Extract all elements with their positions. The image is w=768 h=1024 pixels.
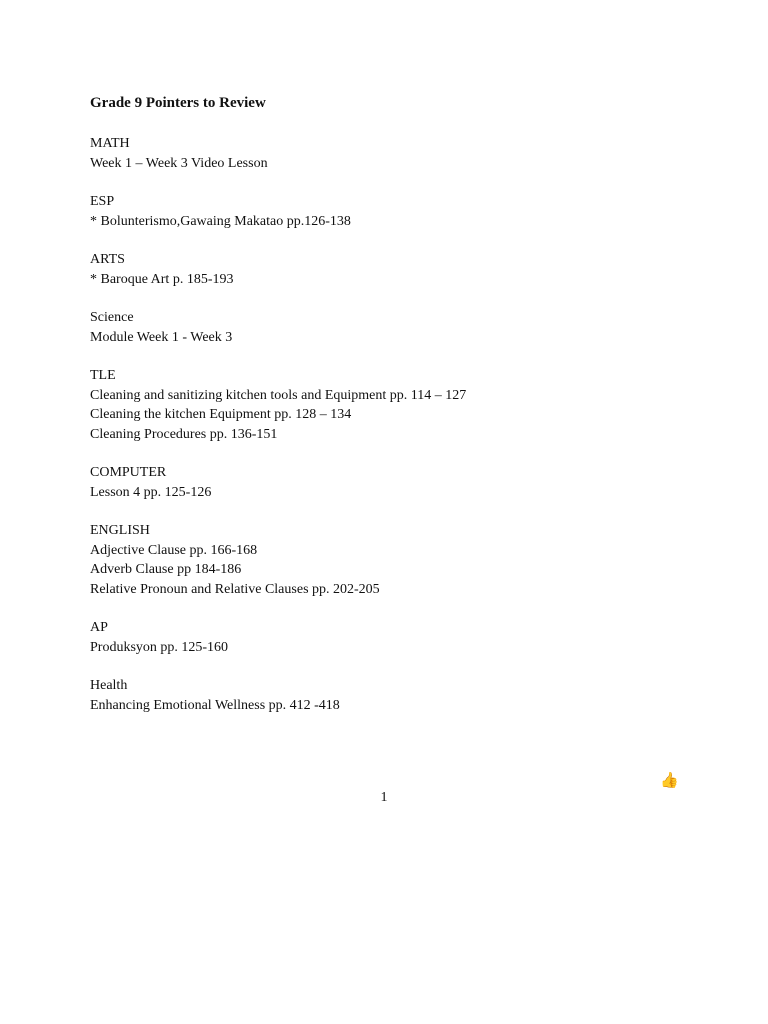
thumbs-up-icon: 👍 bbox=[660, 771, 679, 789]
section-heading: Science bbox=[90, 310, 134, 325]
section-heading: ESP bbox=[90, 194, 115, 209]
section-heading: ARTS bbox=[90, 252, 125, 267]
document-body bbox=[90, 94, 690, 734]
section-line: * Baroque Art p. 185-193 bbox=[90, 271, 234, 287]
section-line: Adjective Clause pp. 166-168 bbox=[90, 542, 258, 558]
section-line: Cleaning the kitchen Equipment pp. 128 – 134 bbox=[90, 407, 352, 422]
section-science bbox=[90, 308, 690, 347]
section-math bbox=[90, 134, 690, 173]
section-line: Produksyon pp. 125-160 bbox=[90, 639, 229, 655]
section-line: Cleaning Procedures pp. 136-151 bbox=[90, 426, 278, 442]
section-tle bbox=[90, 366, 690, 444]
section-arts bbox=[90, 250, 690, 289]
section-line: Enhancing Emotional Wellness pp. 412 -418 bbox=[90, 697, 340, 713]
section-line: Cleaning and sanitizing kitchen tools and Equipment pp. 114 – 127 bbox=[90, 387, 467, 403]
section-line: * Bolunterismo,Gawaing Makatao pp.126-138 bbox=[90, 213, 351, 229]
section-heading: Health bbox=[90, 678, 128, 693]
section-computer bbox=[90, 463, 690, 502]
section-ap bbox=[90, 618, 690, 657]
section-line: Adverb Clause pp 184-186 bbox=[90, 562, 242, 577]
section-heading: AP bbox=[90, 620, 108, 635]
section-heading: MATH bbox=[90, 136, 130, 151]
section-heading: TLE bbox=[90, 368, 116, 383]
section-line: Relative Pronoun and Relative Clauses pp. 202-205 bbox=[90, 581, 380, 597]
section-esp bbox=[90, 192, 690, 231]
section-english bbox=[90, 521, 690, 599]
document-title: Grade 9 Pointers to Review bbox=[90, 95, 266, 111]
page-number: 1 bbox=[380, 790, 388, 805]
section-line: Module Week 1 - Week 3 bbox=[90, 329, 233, 345]
section-line: Week 1 – Week 3 Video Lesson bbox=[90, 155, 268, 171]
section-heading: ENGLISH bbox=[90, 523, 150, 538]
section-heading: COMPUTER bbox=[90, 465, 167, 480]
section-line: Lesson 4 pp. 125-126 bbox=[90, 484, 212, 500]
section-health bbox=[90, 676, 690, 715]
